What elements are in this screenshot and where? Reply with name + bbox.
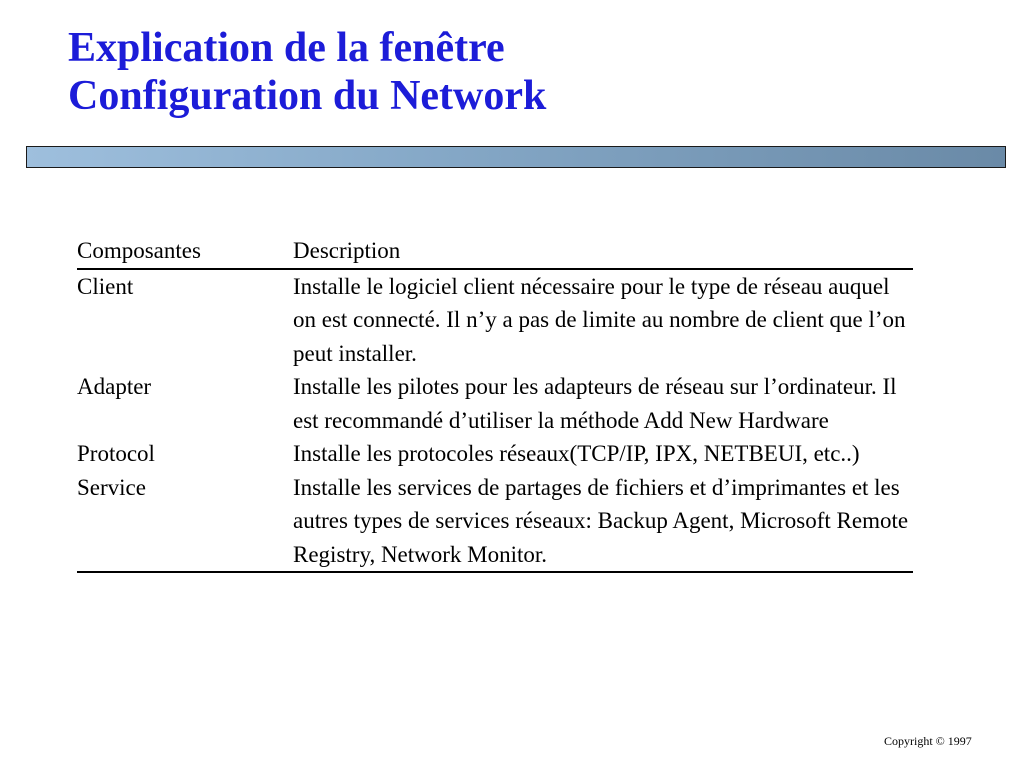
row-component: Protocol (77, 441, 155, 466)
row-description: Installe les protocoles réseaux(TCP/IP, IPX, NETBEUI, etc..) (293, 441, 860, 466)
row-description: Installe les pilotes pour les adapteurs de réseau sur l’ordinateur. Il est recommandé d’utiliser la méthode Add New Hardware (293, 374, 897, 433)
table-row (77, 437, 913, 471)
table-row (77, 471, 913, 572)
copyright-notice: Copyright © 1997 (884, 734, 972, 748)
row-component: Client (77, 273, 134, 299)
row-description: Installe le logiciel client nécessaire pour le type de réseau auquel on est connecté. Il n’y a pas de limite au nombre de client que l’on peut installer. (293, 273, 906, 366)
components-table (77, 234, 913, 573)
page-title (68, 24, 546, 120)
table-row (77, 370, 913, 437)
row-description: Installe les services de partages de fichiers et d’imprimantes et les autres types de services réseaux: Backup Agent, Microsoft Remote Registry, Network Monitor. (293, 474, 909, 567)
table-body (77, 270, 913, 574)
header-components: Composantes (77, 238, 201, 263)
table-row (77, 270, 913, 371)
header-description: Description (293, 238, 401, 263)
row-component: Adapter (77, 374, 152, 399)
row-component: Service (77, 474, 146, 500)
title-line-1: Explication de la fenêtre (68, 25, 505, 71)
title-line-2: Configuration du Network (68, 73, 547, 119)
title-divider-bar (26, 146, 1006, 168)
table-header-row (77, 234, 913, 270)
